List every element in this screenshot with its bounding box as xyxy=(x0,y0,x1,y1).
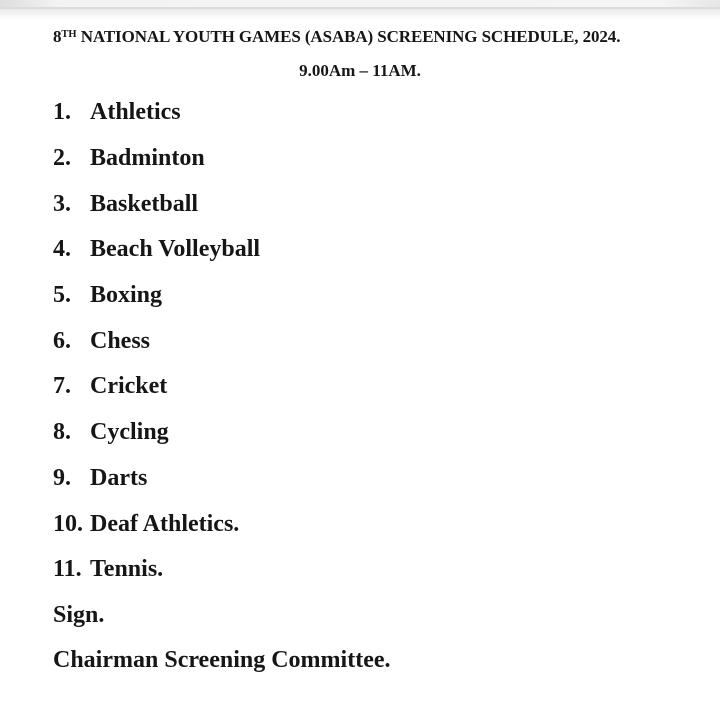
list-item-number: 5. xyxy=(53,282,71,309)
list-item-label: Tennis. xyxy=(90,556,164,583)
list-item-number: 1. xyxy=(53,99,71,126)
list-item xyxy=(53,227,700,273)
title-ordinal-superscript: TH xyxy=(61,28,77,40)
list-item-number: 9. xyxy=(53,464,71,491)
list-item-label: Boxing xyxy=(90,282,163,309)
title-number: 8 xyxy=(53,27,62,46)
list-item-number: 10. xyxy=(53,510,83,537)
list-item-label: Deaf Athletics. xyxy=(90,510,240,537)
list-item-label: Athletics xyxy=(90,99,181,126)
list-item-number: 11. xyxy=(53,556,82,583)
list-item xyxy=(53,181,700,227)
list-item-number: 4. xyxy=(53,236,71,263)
list-item-number: 2. xyxy=(53,145,71,172)
list-item-label: Beach Volleyball xyxy=(90,236,261,263)
sports-list xyxy=(53,90,700,684)
list-item xyxy=(53,318,700,364)
time-subtitle: 9.00Am – 11AM. xyxy=(299,61,421,80)
list-item xyxy=(53,547,700,593)
document-title xyxy=(53,27,700,47)
sign-line: Sign. xyxy=(53,601,105,628)
list-item-label: Badminton xyxy=(90,145,205,172)
list-item xyxy=(53,90,700,136)
list-item xyxy=(53,410,700,456)
list-item-number: 7. xyxy=(53,373,71,400)
list-item xyxy=(53,456,700,502)
list-item-number: 3. xyxy=(53,190,71,217)
title-text: NATIONAL YOUTH GAMES (ASABA) SCREENING SCHEDULE, 2024. xyxy=(76,27,621,46)
list-item-label: Basketball xyxy=(90,190,199,217)
list-item-label: Chess xyxy=(90,327,151,354)
list-item xyxy=(53,501,700,547)
list-item-number: 6. xyxy=(53,327,71,354)
committee-line: Chairman Screening Committee. xyxy=(53,647,391,674)
list-item-label: Cricket xyxy=(90,373,168,400)
list-item-number: 8. xyxy=(53,419,71,446)
list-item xyxy=(53,136,700,182)
list-item xyxy=(53,273,700,319)
list-item-label: Cycling xyxy=(90,419,169,446)
list-item xyxy=(53,364,700,410)
list-item-label: Darts xyxy=(90,464,148,491)
